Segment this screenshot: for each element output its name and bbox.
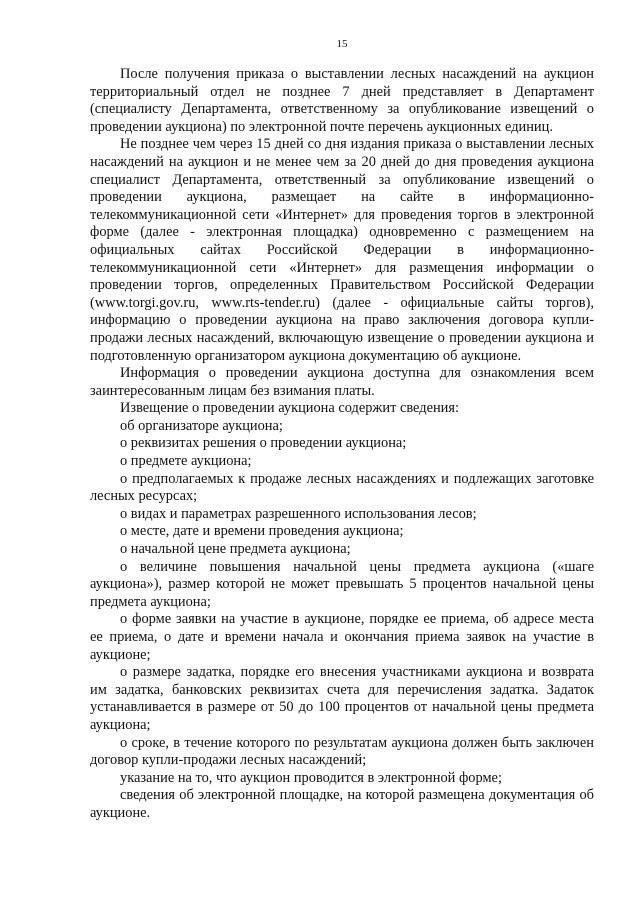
list-item: о видах и параметрах разрешенного использования лесов; [120,505,477,522]
list-item: о форме заявки на участие в аукционе, порядке ее приема, об адресе места ее приема, о дате и времени начала и окончания приема заявок на участие в аукционе; [90,611,594,663]
paragraph-list-submission: После получения приказа о выставлении лесных насаждений на аукцион территориальный отдел не позднее 7 дней представляет в Департамент (специалисту Департамента, ответственному за опубликование извещений о проведении аукциона) по электронной почте перечень аукционных единиц. [90,66,594,135]
list-item: о предмете аукциона; [120,453,252,470]
paragraph-publication-rules: Не позднее чем через 15 дней со дня издания приказа о выставлении лесных насаждений на аукцион и не менее чем за 20 дней до дня проведения аукциона специалист Департамента, ответственный за опубликование извещений о проведении аукциона, размещает на сайте в информационно-телекоммуникационной сети «Интернет» для проведения торгов в электронной форме (далее - электронная площадка) одновременно с размещением на официальных сайтах Российской Федерации в информационно-телекоммуникационной сети «Интернет» для размещения информации о проведении торгов, определенных Правительством Российской Федерации (www.torgi.gov.ru, www.rts-tender.ru) (далее - официальные сайты торгов), информацию о проведении аукциона на право заключения договора купли-продажи лесных насаждений, включающую извещение о проведении аукциона и подготовленную организатором аукциона документацию об аукционе. [90,136,594,364]
page-number: 15 [336,38,348,50]
list-item: об организаторе аукциона; [120,417,283,434]
document-body [90,66,594,823]
list-item: о месте, дате и времени проведения аукциона; [120,523,404,540]
list-item: о начальной цене предмета аукциона; [120,541,351,558]
list-item: сведения об электронной площадке, на которой размещена документация об аукционе. [90,787,594,821]
list-item: указание на то, что аукцион проводится в электронной форме; [120,769,502,786]
list-item: о величине повышения начальной цены предмета аукциона («шаге аукциона»), размер которой не может превышать 5 процентов начальной цены предмета аукциона; [90,558,594,610]
paragraph-access: Информация о проведении аукциона доступна для ознакомления всем заинтересованным лицам без взимания платы. [90,365,594,399]
paragraph-notice-contents: Извещение о проведении аукциона содержит сведения: [120,400,459,417]
list-item: о сроке, в течение которого по результатам аукциона должен быть заключен договор купли-продажи лесных насаждений; [90,734,594,769]
list-item: о предполагаемых к продаже лесных насаждениях и подлежащих заготовке лесных ресурсах; [90,470,594,505]
list-item: о размере задатка, порядке его внесения участниками аукциона и возврата им задатка, банковских реквизитах счета для перечисления задатка. Задаток устанавливается в размере от 50 до 100 процентов от начальной цены предмета аукциона; [90,664,594,733]
list-item: о реквизитах решения о проведении аукциона; [120,435,407,452]
